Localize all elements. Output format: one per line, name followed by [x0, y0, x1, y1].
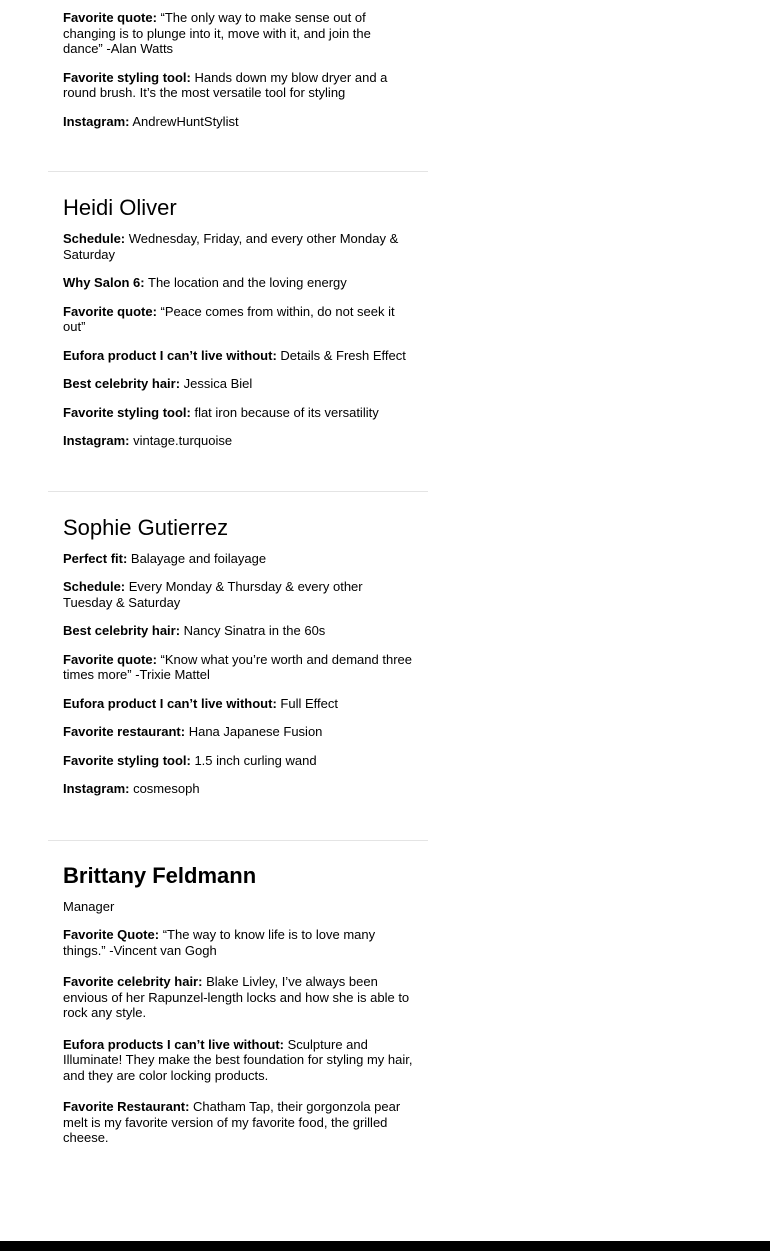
stylist-profile-brittany — [48, 841, 428, 1146]
profile-field-favorite-quote: Favorite Quote: “The way to know life is to love many things.” -Vincent van Gogh — [63, 927, 376, 958]
profile-field-celebrity-hair: Best celebrity hair: Jessica Biel — [63, 376, 253, 391]
profile-field-instagram: Instagram: vintage.turquoise — [63, 433, 233, 448]
stylist-profiles-column — [48, 0, 428, 1159]
profile-field-eufora-product: Eufora product I can’t live without: Details & Fresh Effect — [63, 347, 406, 363]
profile-field-eufora-product: Eufora product I can’t live without: Full Effect — [63, 695, 338, 711]
profile-field-styling-tool: Favorite styling tool: 1.5 inch curling wand — [63, 752, 317, 768]
profile-field-favorite-quote: Favorite quote: “Know what you’re worth and demand three times more” -Trixie Mattel — [63, 651, 412, 682]
profile-field-instagram: Instagram: AndrewHuntStylist — [63, 113, 239, 129]
profile-field-celebrity-hair: Favorite celebrity hair: Blake Livley, I’ve always been envious of her Rapunzel-length locks and how she is able to rock any style. — [63, 974, 410, 1020]
profile-field-schedule: Schedule: Every Monday & Thursday & every other Tuesday & Saturday — [63, 579, 363, 610]
profile-field-eufora-products: Eufora products I can’t live without: Sculpture and Illuminate! They make the best foundation for styling my hair, and they are color locking products. — [63, 1036, 413, 1083]
profile-field-why-salon: Why Salon 6: The location and the loving energy — [63, 275, 347, 290]
profile-field-perfect-fit: Perfect fit: Balayage and foilayage — [63, 550, 267, 566]
profile-field-styling-tool: Favorite styling tool: flat iron because of its versatility — [63, 404, 379, 420]
stylist-profile-sophie — [48, 492, 428, 797]
profile-field-favorite-quote: Favorite quote: “The only way to make sense out of changing is to plunge into it, move with it, and join the dance” -Alan Watts — [63, 10, 371, 56]
profile-field-schedule: Schedule: Wednesday, Friday, and every other Monday & Saturday — [63, 231, 399, 262]
profile-field-favorite-quote: Favorite quote: “Peace comes from within, do not seek it out” — [63, 303, 395, 334]
stylist-name: Brittany Feldmann — [63, 862, 257, 888]
profile-field-favorite-restaurant: Favorite Restaurant: Chatham Tap, their gorgonzola pear melt is my favorite version of my favorite food, the grilled cheese. — [63, 1099, 401, 1145]
stylist-name: Heidi Oliver — [63, 195, 177, 220]
profile-field-styling-tool: Favorite styling tool: Hands down my blow dryer and a round brush. It’s the most versatile tool for styling — [63, 69, 388, 100]
stylist-profile-heidi — [48, 172, 428, 449]
profile-field-instagram: Instagram: cosmesoph — [63, 781, 200, 796]
profile-role: Manager — [63, 898, 115, 914]
stylist-name: Sophie Gutierrez — [63, 514, 229, 540]
profile-field-favorite-restaurant: Favorite restaurant: Hana Japanese Fusion — [63, 724, 323, 739]
stylist-profile-andrew — [48, 0, 428, 129]
profile-field-celebrity-hair: Best celebrity hair: Nancy Sinatra in the 60s — [63, 623, 326, 638]
footer-bar — [0, 1241, 770, 1251]
